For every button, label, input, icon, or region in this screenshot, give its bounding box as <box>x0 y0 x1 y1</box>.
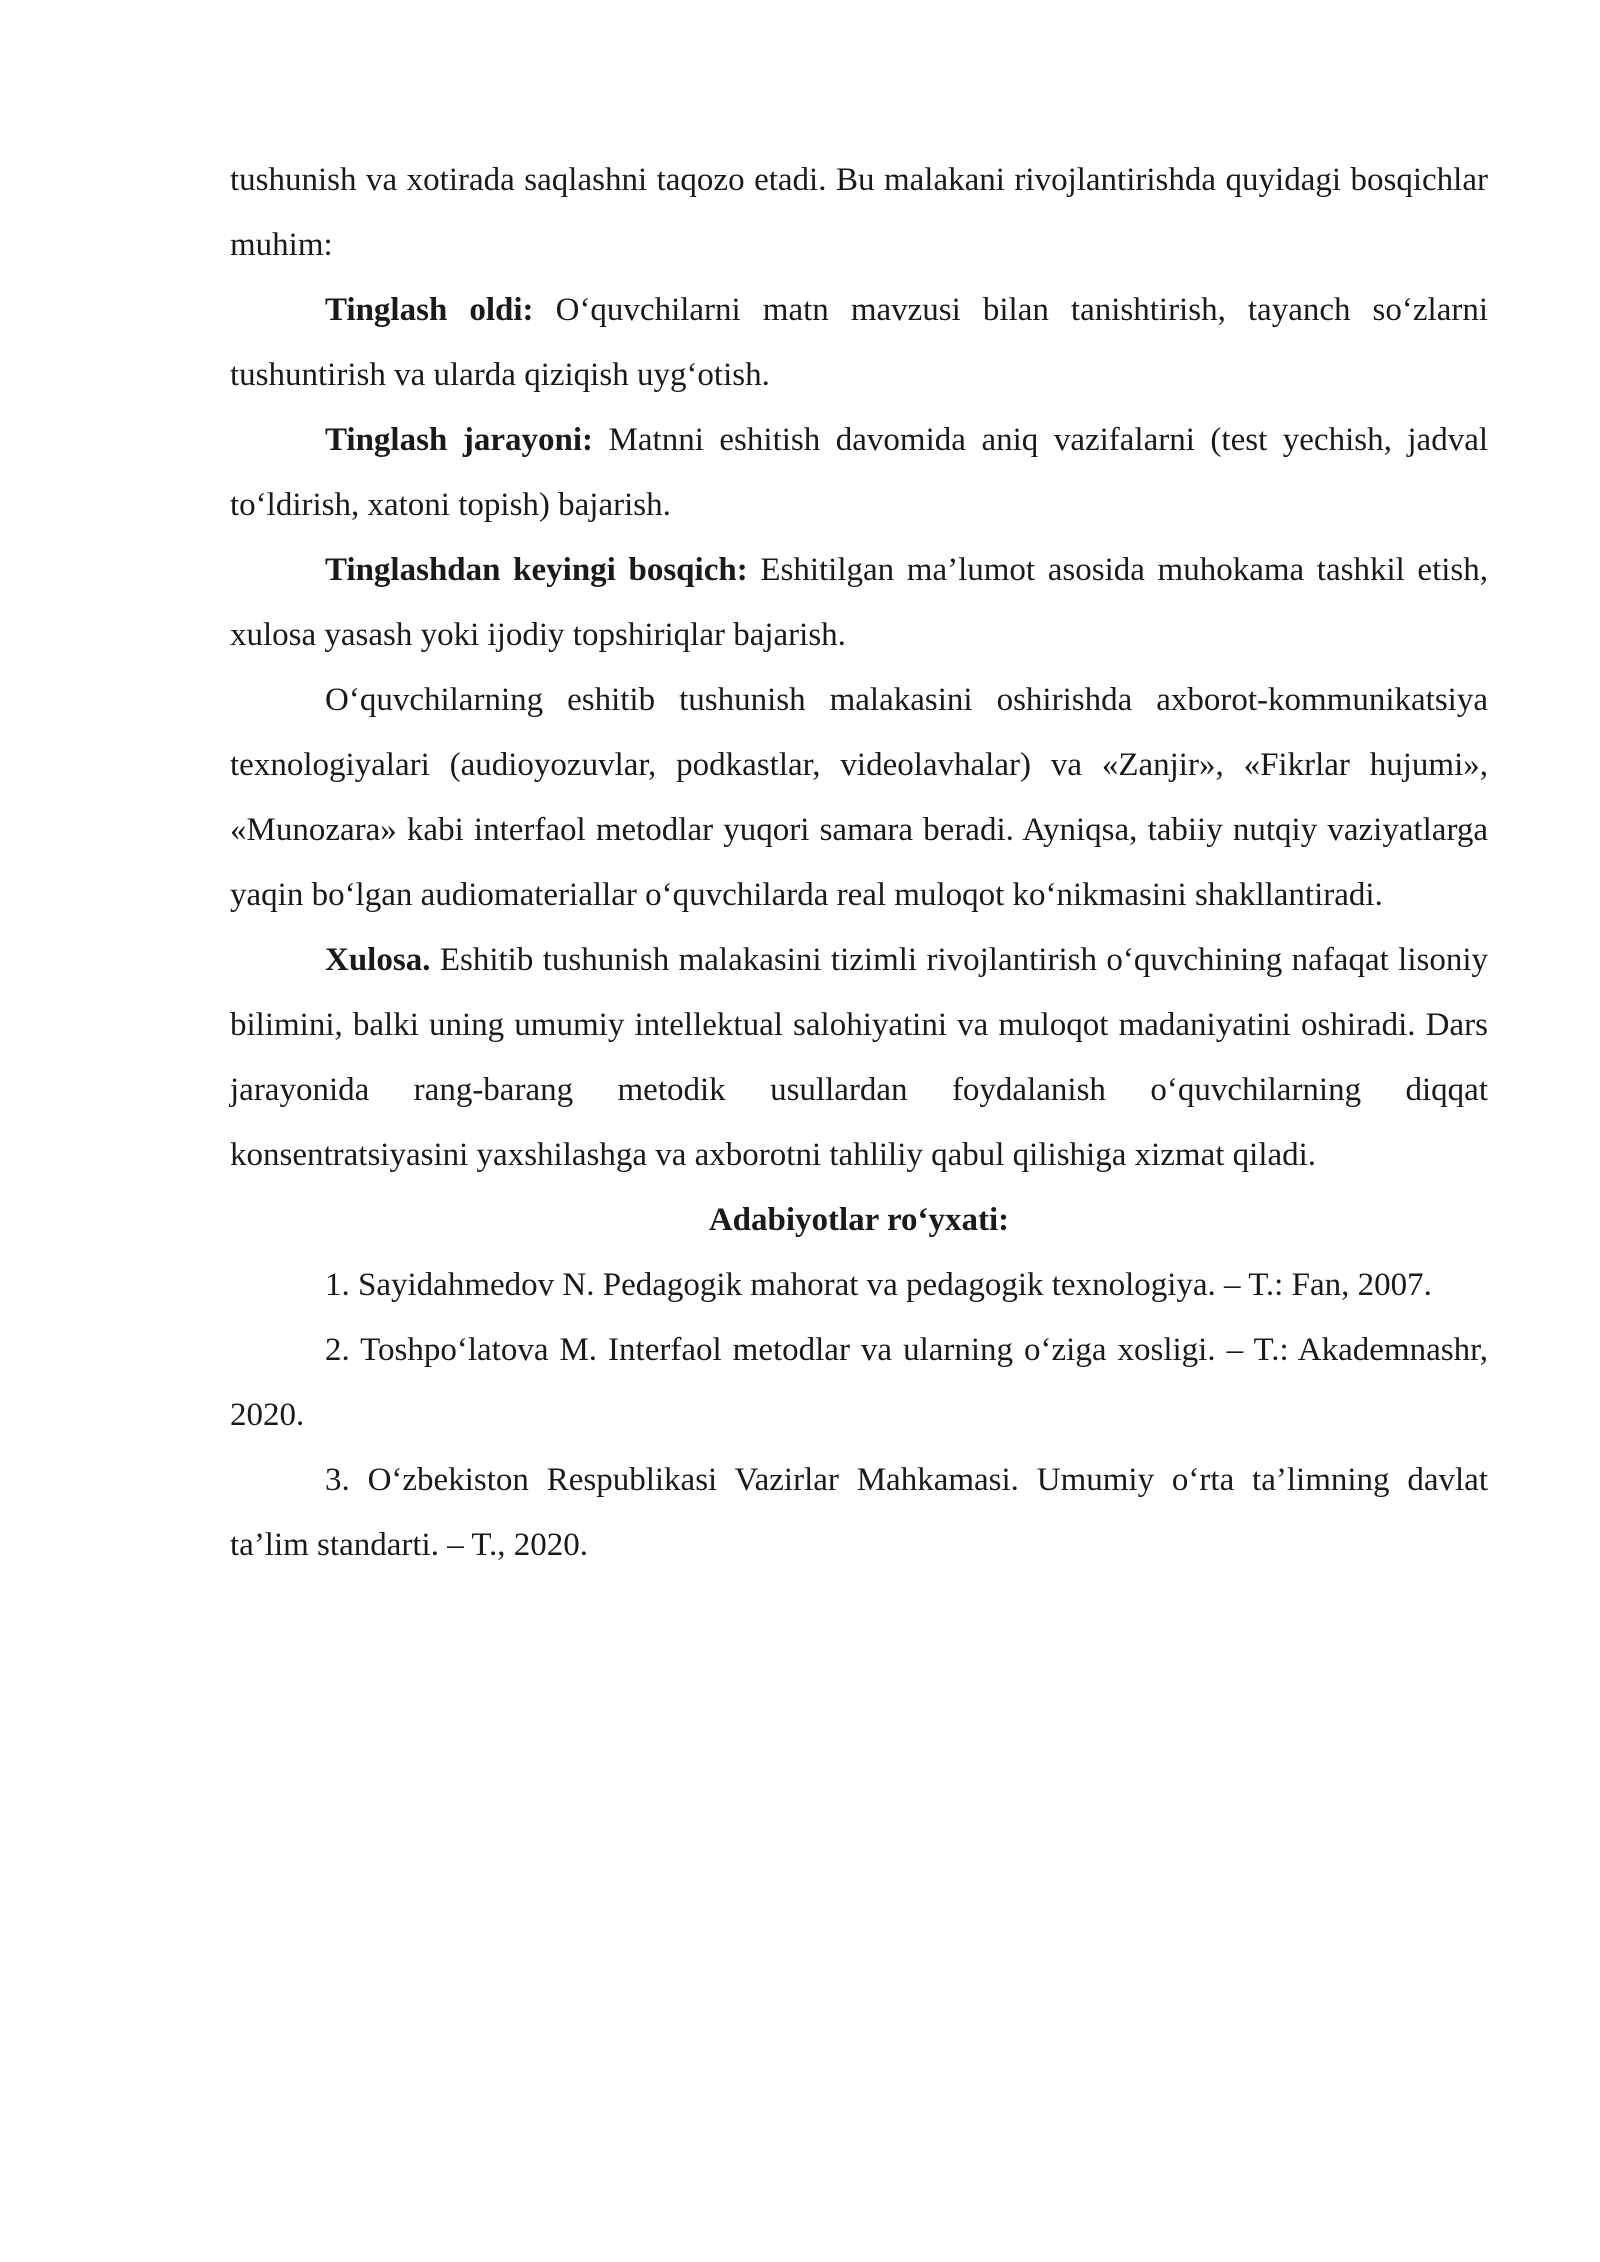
conclusion-paragraph <box>230 928 1488 1188</box>
ict-paragraph: O‘quvchilarning eshitib tushunish malakasini oshirishda axborot-kommunikatsiya texnologiyalari (audioyozuvlar, podkastlar, videolavhalar) va «Zanjir», «Fikrlar hujumi», «Munozara» kabi interfaol metodlar yuqori samara beradi. Ayniqsa, tabiiy nutqiy vaziyatlarga yaqin bo‘lgan audiomateriallar o‘quvchilarda real muloqot ko‘nikmasini shakllantiradi. <box>230 682 1488 913</box>
document-page <box>230 148 1488 1578</box>
stage-pre-listening <box>230 278 1488 408</box>
stage-post-listening-text: Eshitilgan ma’lumot asosida muhokama tashkil etish, xulosa yasash yoki ijodiy topshiriqlar bajarish. <box>230 552 1489 653</box>
conclusion-label: Xulosa. <box>325 942 431 978</box>
stage-while-listening-label: Tinglash jarayoni: <box>325 422 593 458</box>
stage-while-listening-text: Matnni eshitish davomida aniq vazifalarni (test yechish, jadval to‘ldirish, xatoni topish) bajarish. <box>230 422 1489 523</box>
conclusion-text: Eshitib tushunish malakasini tizimli rivojlantirish o‘quvchining nafaqat lisoniy bilimini, balki uning umumiy intellektual salohiyatini va muloqot madaniyatini oshiradi. Dars jarayonida rang-barang metodik usullardan foydalanish o‘quvchilarning diqqat konsentratsiyasini yaxshilashga va axborotni tahliliy qabul qilishiga xizmat qiladi. <box>230 942 1488 1173</box>
intro-paragraph: tushunish va xotirada saqlashni taqozo etadi. Bu malakani rivojlantirishda quyidagi bosqichlar muhim: <box>230 162 1488 263</box>
stage-pre-listening-text: O‘quvchilarni matn mavzusi bilan tanishtirish, tayanch so‘zlarni tushuntirish va ularda qiziqish uyg‘otish. <box>230 292 1488 393</box>
stage-post-listening <box>230 538 1488 668</box>
stage-pre-listening-label: Tinglash oldi: <box>325 292 534 328</box>
reference-item: 3. O‘zbekiston Respublikasi Vazirlar Mahkamasi. Umumiy o‘rta ta’limning davlat ta’lim standarti. – T., 2020. <box>230 1462 1488 1563</box>
stage-post-listening-label: Tinglashdan keyingi bosqich: <box>325 552 748 588</box>
references-heading: Adabiyotlar ro‘yxati: <box>708 1202 1010 1238</box>
stage-while-listening <box>230 408 1488 538</box>
reference-item: 2. Toshpo‘latova M. Interfaol metodlar va ularning o‘ziga xosligi. – T.: Akademnashr, 2020. <box>230 1332 1488 1433</box>
reference-item: 1. Sayidahmedov N. Pedagogik mahorat va pedagogik texnologiya. – T.: Fan, 2007. <box>325 1267 1432 1303</box>
